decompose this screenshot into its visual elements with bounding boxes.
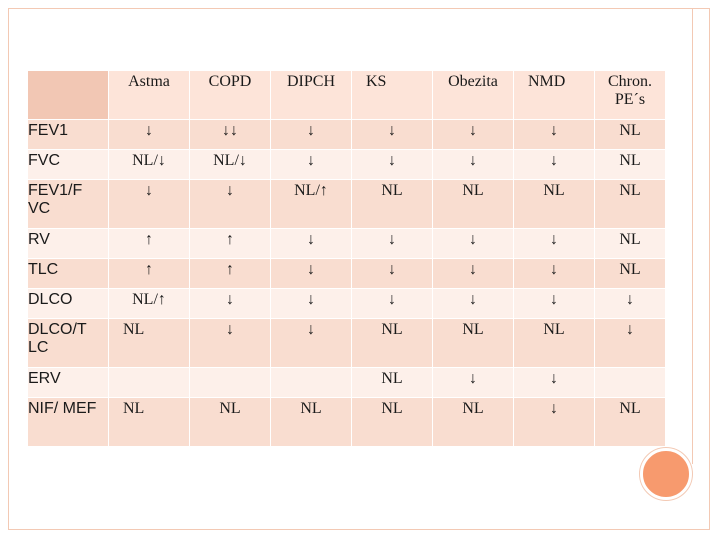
table-row	[28, 368, 665, 397]
table-cell: NL	[352, 180, 432, 228]
row-label: FVC	[28, 150, 108, 179]
table-cell: ↓	[352, 120, 432, 149]
table-row	[28, 150, 665, 179]
table-cell: ↓	[433, 120, 513, 149]
header-label: NMD	[528, 73, 566, 90]
row-label: NIF/ MEF	[28, 398, 108, 446]
table-cell: NL	[352, 319, 432, 367]
table-cell: NL	[352, 368, 432, 397]
table-cell: NL	[109, 398, 189, 446]
table-cell: ↓	[190, 319, 270, 367]
table-cell: ↓	[352, 150, 432, 179]
row-label: ERV	[28, 368, 108, 397]
table-row	[28, 180, 665, 228]
table-cell: ↓	[190, 289, 270, 318]
table-cell: ↓	[433, 259, 513, 288]
table-cell: NL	[352, 398, 432, 446]
table-cell: ↑	[190, 259, 270, 288]
table-cell: ↓	[433, 229, 513, 258]
table-cell: NL	[514, 180, 594, 228]
table-cell: NL	[514, 319, 594, 367]
table-cell: NL	[595, 180, 665, 228]
table-cell: NL	[595, 150, 665, 179]
table-cell: ↓	[514, 368, 594, 397]
row-label: FEV1	[28, 120, 108, 149]
table-cell: ↓	[271, 319, 351, 367]
table-cell: ↓	[190, 180, 270, 228]
header-label: Obezita	[448, 73, 498, 90]
table-cell	[595, 368, 665, 397]
table-cell: NL	[190, 398, 270, 446]
table-cell: NL	[595, 120, 665, 149]
row-label: FEV1/F VC	[28, 180, 108, 228]
table-cell: ↑	[190, 229, 270, 258]
header-cell	[433, 71, 513, 119]
header-label: Chron. PE´s	[608, 73, 652, 108]
table-row	[28, 398, 665, 446]
header-label: KS	[366, 73, 387, 90]
header-label: DIPCH	[286, 73, 335, 90]
table-cell: NL	[595, 398, 665, 446]
table-row	[28, 120, 665, 149]
table-cell: ↓	[514, 150, 594, 179]
table-cell	[271, 368, 351, 397]
table-cell: ↓	[514, 229, 594, 258]
table-cell: ↓	[352, 259, 432, 288]
table-cell	[190, 368, 270, 397]
header-cell	[595, 71, 665, 119]
table-cell: ↓	[271, 259, 351, 288]
table-cell: NL/↓	[190, 150, 270, 179]
table-cell: NL	[433, 398, 513, 446]
table-cell: ↓	[109, 120, 189, 149]
table-cell: ↓	[352, 289, 432, 318]
comparison-table	[27, 70, 666, 447]
header-cell	[352, 71, 432, 119]
table-cell: NL/↑	[109, 289, 189, 318]
table-cell: ↓	[352, 229, 432, 258]
table-row	[28, 229, 665, 258]
row-label: DLCO/T LC	[28, 319, 108, 367]
table-cell: NL	[433, 180, 513, 228]
row-label: RV	[28, 229, 108, 258]
table-cell: ↓	[271, 120, 351, 149]
table-cell: NL/↓	[109, 150, 189, 179]
header-cell	[190, 71, 270, 119]
table-cell: NL	[109, 319, 189, 367]
table-row	[28, 289, 665, 318]
table-row	[28, 319, 665, 367]
table-cell: ↓	[271, 150, 351, 179]
header-cell	[109, 71, 189, 119]
table-cell: NL	[433, 319, 513, 367]
table-cell: ↓	[514, 289, 594, 318]
header-label: COPD	[208, 73, 252, 90]
header-cell	[271, 71, 351, 119]
table-cell: ↓	[595, 289, 665, 318]
table-cell: ↓	[433, 368, 513, 397]
header-row	[28, 71, 665, 119]
header-corner-cell	[28, 71, 108, 119]
table-cell: ↓	[595, 319, 665, 367]
decorative-circle	[640, 448, 692, 500]
table-row	[28, 259, 665, 288]
table-cell: ↓	[109, 180, 189, 228]
table-cell: ↓	[271, 229, 351, 258]
header-label: Astma	[128, 73, 170, 90]
decorative-line	[692, 9, 693, 464]
table-cell: ↓	[433, 289, 513, 318]
table-cell: ↑	[109, 259, 189, 288]
table-cell: NL	[271, 398, 351, 446]
table-cell: NL	[595, 229, 665, 258]
table-cell: ↓	[514, 120, 594, 149]
table-cell: NL	[595, 259, 665, 288]
table-cell	[109, 368, 189, 397]
table-cell: ↓	[433, 150, 513, 179]
row-label: TLC	[28, 259, 108, 288]
row-label: DLCO	[28, 289, 108, 318]
table-cell: ↓	[271, 289, 351, 318]
table-cell: ↓	[514, 398, 594, 446]
header-cell	[514, 71, 594, 119]
table-cell: ↓	[514, 259, 594, 288]
table-cell: ↑	[109, 229, 189, 258]
table-cell: ↓↓	[190, 120, 270, 149]
table-cell: NL/↑	[271, 180, 351, 228]
